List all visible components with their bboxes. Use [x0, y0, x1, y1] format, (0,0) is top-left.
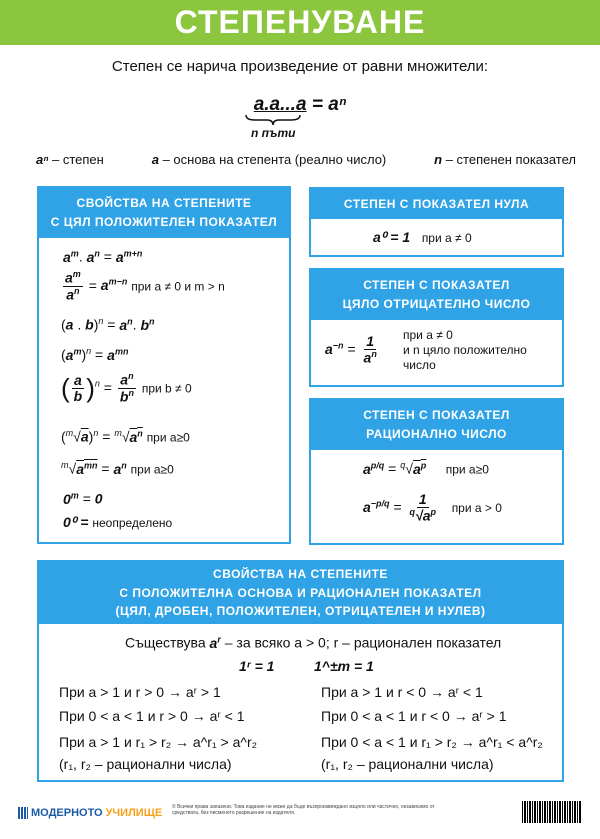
- negative-condition-2: и n цяло положително: [403, 343, 527, 357]
- box-negative-header: [311, 270, 562, 320]
- box-positive-integer-title1: СВОЙСТВА НА СТЕПЕНИТЕ: [76, 196, 252, 211]
- box-rational-header: [311, 400, 562, 450]
- terms-row: [36, 152, 576, 167]
- left-row-3: При a > 1 и r₁ > r₂ → a^r₁ > a^r₂: [59, 734, 258, 750]
- title-bar: [0, 0, 600, 45]
- one-pm-line: [314, 658, 374, 674]
- negative-condition-3: число: [403, 358, 436, 372]
- box-negative-exponent: [309, 268, 564, 387]
- rule-product-power: (a . $b)^n = a^n$. $b^n$: [61, 316, 155, 333]
- rational-rule-1: $a^{p/q} = ^q√a^p$ при a≥0: [363, 460, 489, 477]
- term-power-symbol: aⁿ: [36, 152, 49, 167]
- box-rational-properties: [37, 560, 564, 782]
- negative-conditions: [403, 328, 527, 373]
- negative-rule: $a^{-n}$ = $\frac{1}{a^n}$: [325, 333, 377, 367]
- term-base-symbol: a: [151, 152, 159, 167]
- box-positive-integer-title2: С ЦЯЛ ПОЛОЖИТЕЛЕН ПОКАЗАТЕЛ: [50, 215, 278, 229]
- box-zero-exponent: [309, 187, 564, 257]
- rational-condition-1: при a≥0: [445, 462, 489, 477]
- term-power-text: – степен: [48, 152, 104, 167]
- definition-formula: [0, 94, 600, 116]
- exists-post: – за всяко a > 0; r – рационален показател: [220, 634, 502, 651]
- box-bottom-header: [39, 562, 562, 624]
- box-bottom-title3: (ЦЯЛ, ДРОБЕН, ПОЛОЖИТЕЛЕН, ОТРИЦАТЕЛЕН И НУЛЕВ): [115, 604, 486, 619]
- box-negative-title1: СТЕПЕН С ПОКАЗАТЕЛ: [363, 278, 510, 293]
- box-negative-title2: ЦЯЛО ОТРИЦАТЕЛНО ЧИСЛО: [342, 297, 531, 311]
- logo-text-2: УЧИЛИЩЕ: [105, 807, 163, 819]
- rule-power-power: $(a^m)^n = a^{mn}$: [61, 346, 129, 363]
- rule-product: $a^m$. $a^n = a^{m+n}$: [63, 248, 143, 265]
- left-row-1: При a > 1 и r > 0 → aʳ > 1: [59, 684, 221, 700]
- left-row-2: При 0 < a < 1 и r > 0 → aʳ < 1: [59, 708, 245, 724]
- barcode-icon: [522, 801, 582, 823]
- rule-root-mn: $^m√a^{mn} = a^n$ при a≥0: [61, 460, 174, 477]
- rule-root-mn-condition: при a≥0: [130, 462, 174, 477]
- one-pm-formula: 1^±m = 1: [314, 658, 374, 674]
- exists-line: Съществува $a^r$ – за всяко a > 0; r – рационален показател: [125, 634, 502, 651]
- box-bottom-title1: СВОЙСТВА НА СТЕПЕНИТЕ: [213, 567, 388, 582]
- page-title: СТЕПЕНУВАНЕ: [174, 4, 426, 40]
- box-zero-header: [311, 189, 562, 219]
- box-rational-title1: СТЕПЕН С ПОКАЗАТЕЛ: [363, 408, 510, 423]
- logo-bars-icon: [18, 807, 28, 819]
- rule-zero-zero: [63, 514, 172, 531]
- exists-pre: Съществува: [125, 634, 210, 651]
- rule-fraction-condition: при b ≠ 0: [141, 381, 192, 396]
- zero-condition: при a ≠ 0: [421, 231, 472, 245]
- term-exponent-text: – степенен показател: [442, 152, 576, 167]
- term-exponent: [434, 152, 576, 167]
- box-rational-title2: РАЦИОНАЛНО ЧИСЛО: [366, 427, 507, 441]
- rational-condition-2: при a > 0: [451, 500, 502, 515]
- rule-quotient-condition: при a ≠ 0 и m > n: [131, 279, 225, 294]
- box-bottom-title2: С ПОЛОЖИТЕЛНА ОСНОВА И РАЦИОНАЛЕН ПОКАЗАТЕЛ: [119, 585, 482, 600]
- term-power: [36, 152, 104, 167]
- term-exponent-symbol: n: [434, 152, 443, 167]
- rule-root-power-condition: при a≥0: [146, 430, 190, 445]
- rule-root-power: $(^m√a)^n = ^m√a^n$ при a≥0: [61, 428, 190, 445]
- rule-zero-power: $0^m = 0$: [63, 490, 103, 507]
- rule-fraction-power: ( $\frac{a}{b}$ )$^n$ = $\frac{a^n}{b^n}$ при b ≠ 0: [61, 371, 192, 405]
- right-row-1: При a > 1 и r < 0 → aʳ < 1: [321, 684, 483, 700]
- intro-text: Степен се нарича произведение от равни множители:: [111, 58, 489, 75]
- zero-rule: [373, 229, 472, 246]
- right-row-3: При 0 < a < 1 и r₁ > r₂ → a^r₁ < a^r₂: [321, 734, 543, 750]
- publisher-logo: [18, 806, 162, 820]
- left-row-4: (r₁, r₂ – рационални числа): [59, 756, 232, 772]
- logo-text-1: МОДЕРНОТО: [31, 807, 103, 819]
- one-r-formula: 1ʳ = 1: [239, 658, 275, 674]
- zero-formula: a⁰ = 1: [373, 229, 411, 245]
- one-r-line: [239, 658, 274, 674]
- term-base-text: – основа на степента (реално число): [158, 152, 387, 167]
- box-zero-title: СТЕПЕН С ПОКАЗАТЕЛ НУЛА: [343, 196, 530, 211]
- box-positive-integer: [37, 186, 291, 544]
- definition-under: n пъти: [251, 126, 296, 140]
- negative-condition-1: при a ≠ 0: [403, 328, 453, 342]
- right-row-2: При 0 < a < 1 и r < 0 → aʳ > 1: [321, 708, 507, 724]
- definition-eq: =: [311, 94, 323, 115]
- box-positive-integer-header: [39, 188, 289, 238]
- rational-rule-2: $a^{-p/q}$ = $\frac{1}{^q√a^p}$ при a > 0: [363, 491, 502, 525]
- brace-icon: [245, 114, 301, 126]
- footer-copyright: © Всички права запазени. Това издание не може да бъде възпроизвеждано изцяло или частично, независимо от средствата, без писменото разрешение на издателя.: [172, 804, 435, 816]
- zero-zero-label: 0⁰ =: [63, 514, 93, 530]
- box-rational-exponent: [309, 398, 564, 545]
- definition-rhs: aⁿ: [328, 94, 347, 115]
- term-base: [152, 152, 387, 167]
- zero-zero-undefined: неопределено: [92, 516, 173, 530]
- right-row-4: (r₁, r₂ – рационални числа): [321, 756, 494, 772]
- rule-quotient: $\frac{a^m}{a^n}$ = $a^{m-n}$ при a ≠ 0 и m > n: [65, 269, 225, 303]
- definition-lhs: a.a...a: [253, 94, 307, 115]
